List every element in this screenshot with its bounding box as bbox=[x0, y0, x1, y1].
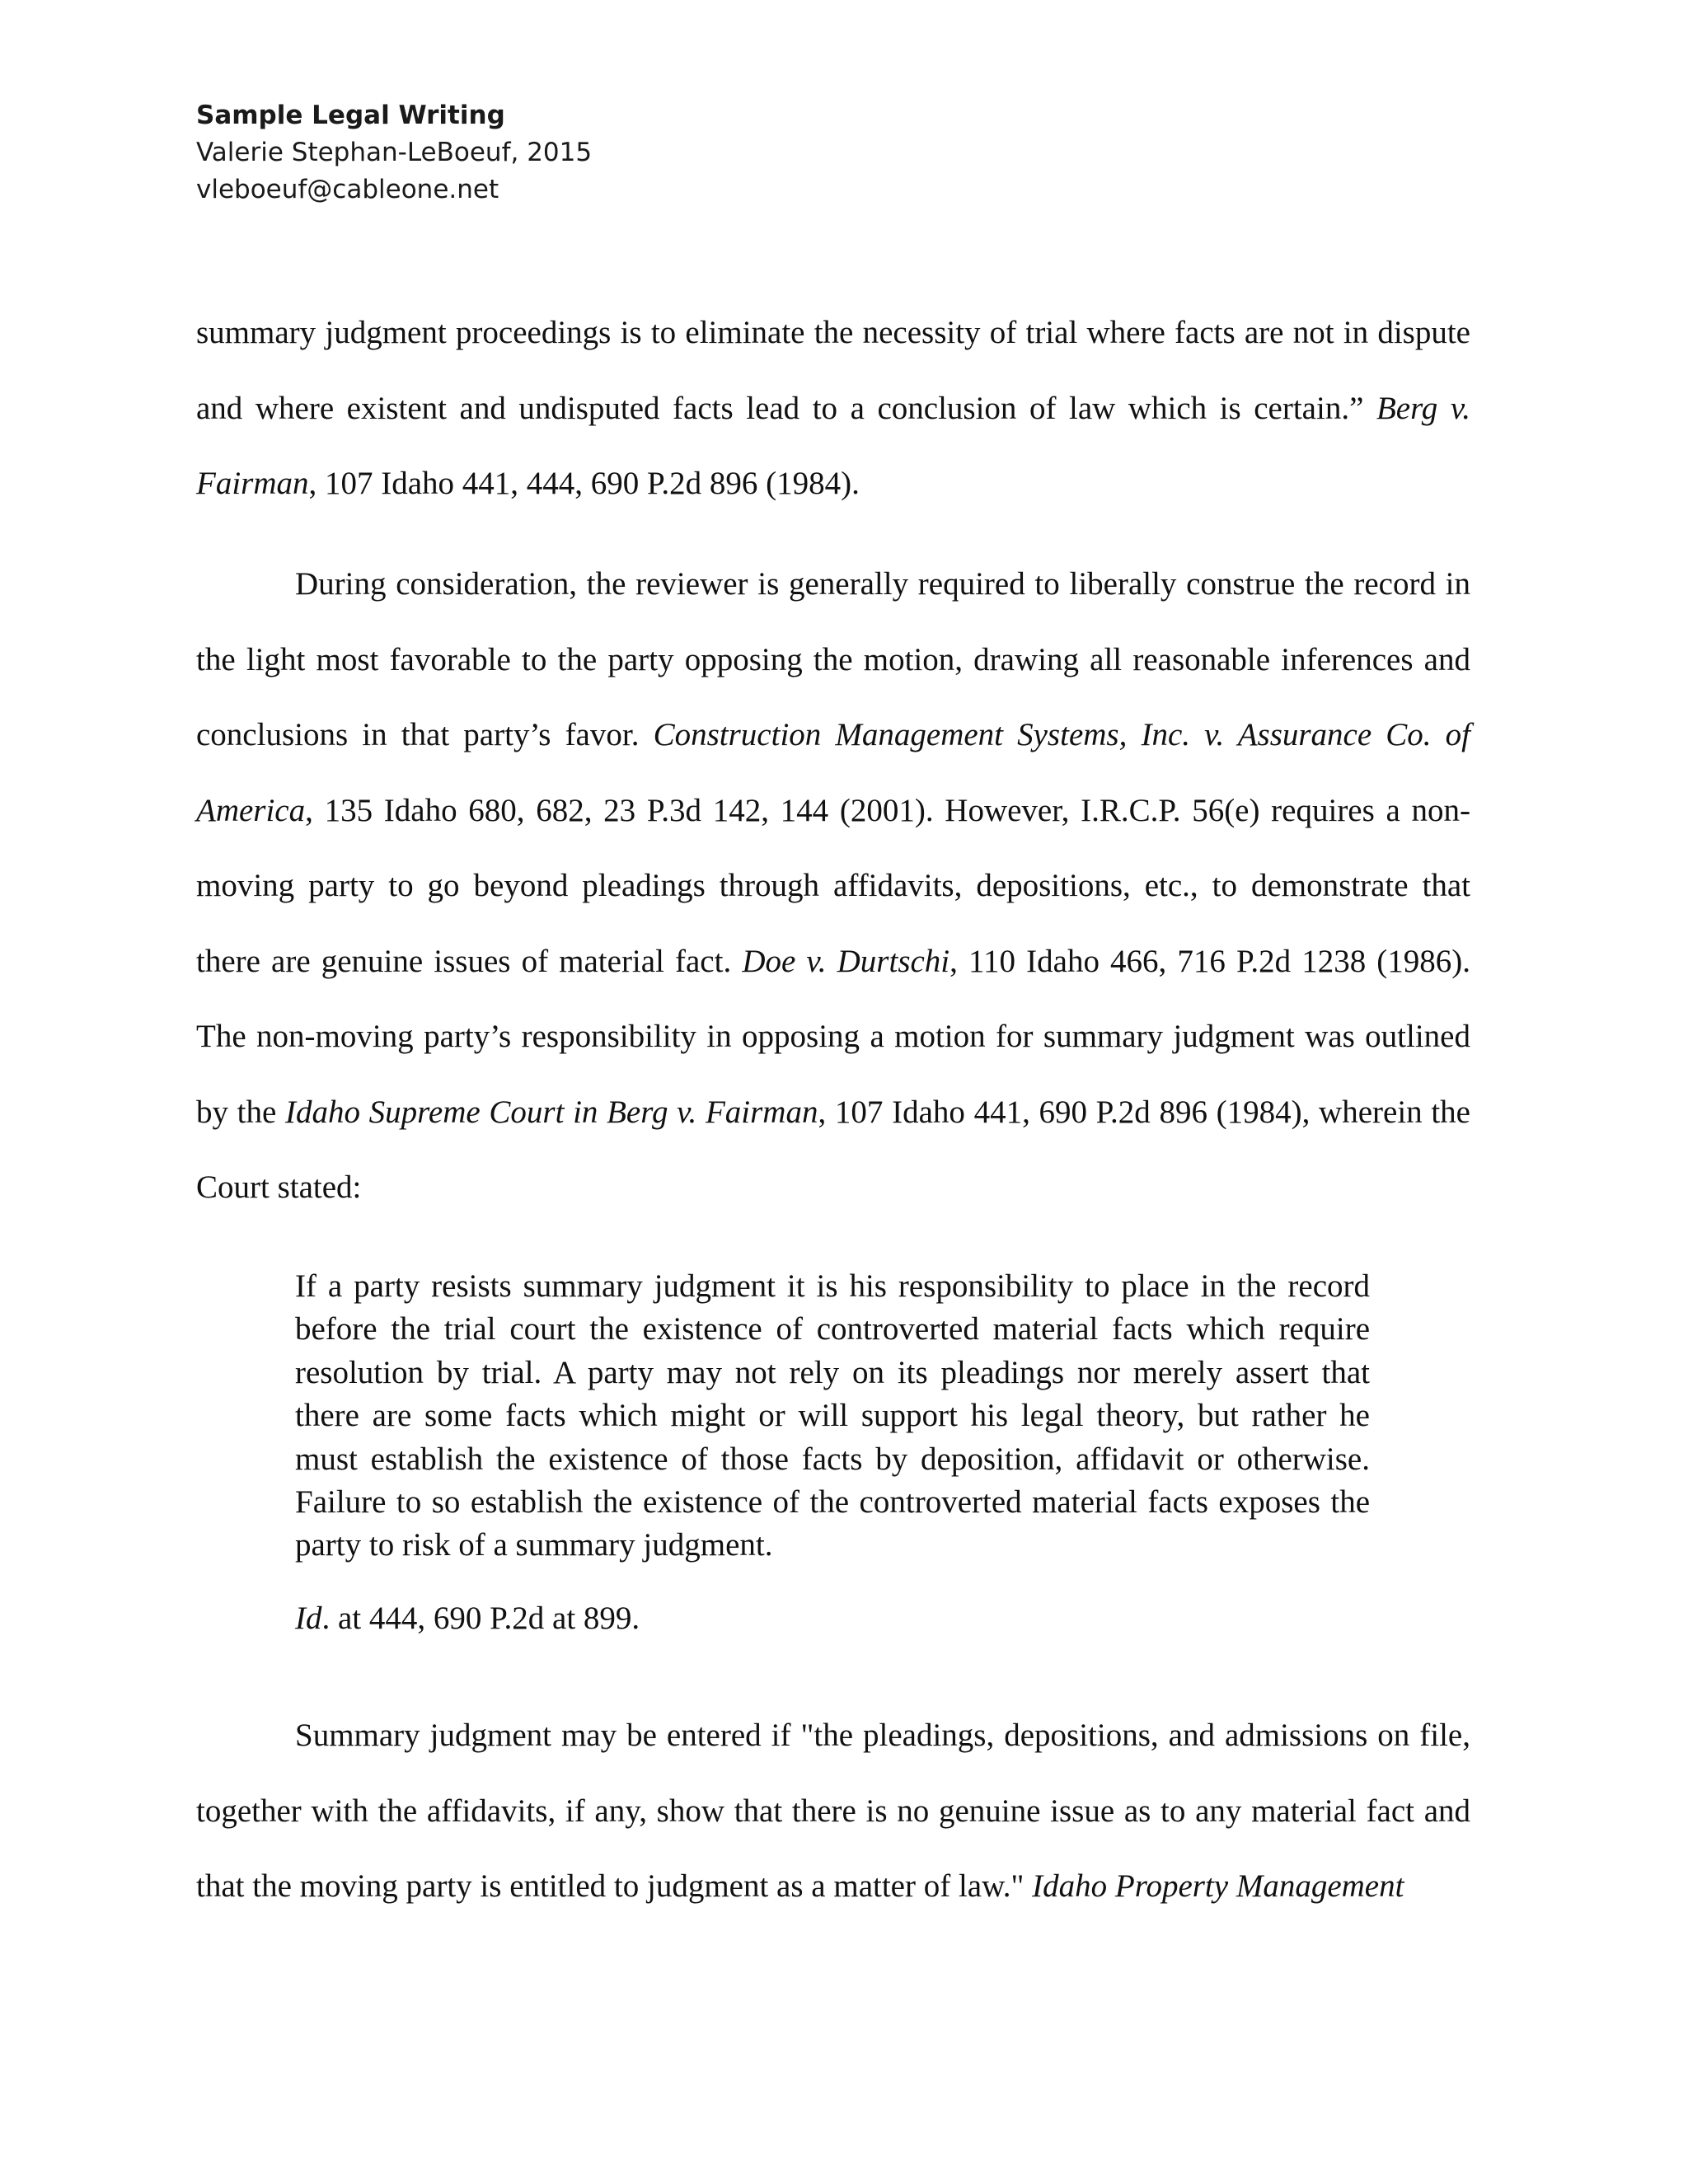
paragraph-2-text-4: , 107 Idaho 441, 690 P.2d 896 (1984), wherein the Court stated: bbox=[196, 1094, 1470, 1205]
id-citation: Id bbox=[295, 1601, 322, 1636]
case-citation-doe: Doe v. Durtschi bbox=[742, 943, 950, 979]
paragraph-continuation bbox=[196, 295, 1470, 522]
block-quote-citation bbox=[295, 1597, 640, 1640]
paragraph-1 bbox=[196, 295, 1470, 522]
paragraph-summary-judgment bbox=[196, 1698, 1470, 1924]
paragraph-consideration bbox=[196, 546, 1470, 1226]
id-citation-rest: . at 444, 690 P.2d at 899. bbox=[321, 1601, 640, 1636]
paragraph-2-text-3: , 110 Idaho 466, 716 P.2d 1238 (1986). The non-moving party’s responsibility in opposing a motion for summary judgment was outlined by the bbox=[196, 943, 1471, 1130]
paragraph-1-citation: , 107 Idaho 441, 444, 690 P.2d 896 (1984). bbox=[308, 466, 860, 501]
case-citation-idaho-supreme: Idaho Supreme Court in Berg v. Fairman bbox=[285, 1094, 818, 1130]
author-email: vleboeuf@cableone.net bbox=[196, 175, 499, 204]
document-header bbox=[196, 97, 592, 209]
paragraph-2-text-1: During consideration, the reviewer is generally required to liberally construe the record in the light most favorable to the party opposing the motion, drawing all reasonable inferences and conclusions in that party’s favor. bbox=[196, 566, 1470, 752]
paragraph-1-text: summary judgment proceedings is to eliminate the necessity of trial where facts are not in dispute and where existent and undisputed facts lead to a conclusion of law which is certain.” bbox=[196, 315, 1470, 426]
paragraph-2 bbox=[196, 546, 1470, 1226]
paragraph-3 bbox=[196, 1698, 1470, 1924]
paragraph-2-text-2: , 135 Idaho 680, 682, 23 P.3d 142, 144 (2001). However, I.R.C.P. 56(e) requires a non-moving party to go beyond pleadings through affidavits, depositions, etc., to demonstrate that there are genuine issues of material fact. bbox=[196, 792, 1470, 979]
block-quote: If a party resists summary judgment it is his responsibility to place in the record before the trial court the existence of controverted material facts which require resolution by trial. A party may not rely on its pleadings nor merely assert that there are some facts which might or will support his legal theory, but rather he must establish the existence of those facts by deposition, affidavit or otherwise. Failure to so establish the existence of the controverted material facts exposes the party to risk of a summary judgment. bbox=[295, 1268, 1370, 1563]
author-line: Valerie Stephan-LeBoeuf, 2015 bbox=[196, 138, 593, 167]
document-title: Sample Legal Writing bbox=[196, 101, 505, 130]
case-citation-berg: Berg v. Fairman bbox=[196, 390, 1471, 501]
paragraph-3-text: Summary judgment may be entered if "the pleadings, depositions, and admissions on file, together with the affidavits, if any, show that there is no genuine issue as to any material fact and that the moving party is entitled to judgment as a matter of law." bbox=[196, 1718, 1470, 1904]
case-citation-construction: Construction Management Systems, Inc. v. Assurance Co. of America bbox=[196, 717, 1471, 828]
case-citation-idaho-property: Idaho Property Management bbox=[1032, 1868, 1404, 1904]
